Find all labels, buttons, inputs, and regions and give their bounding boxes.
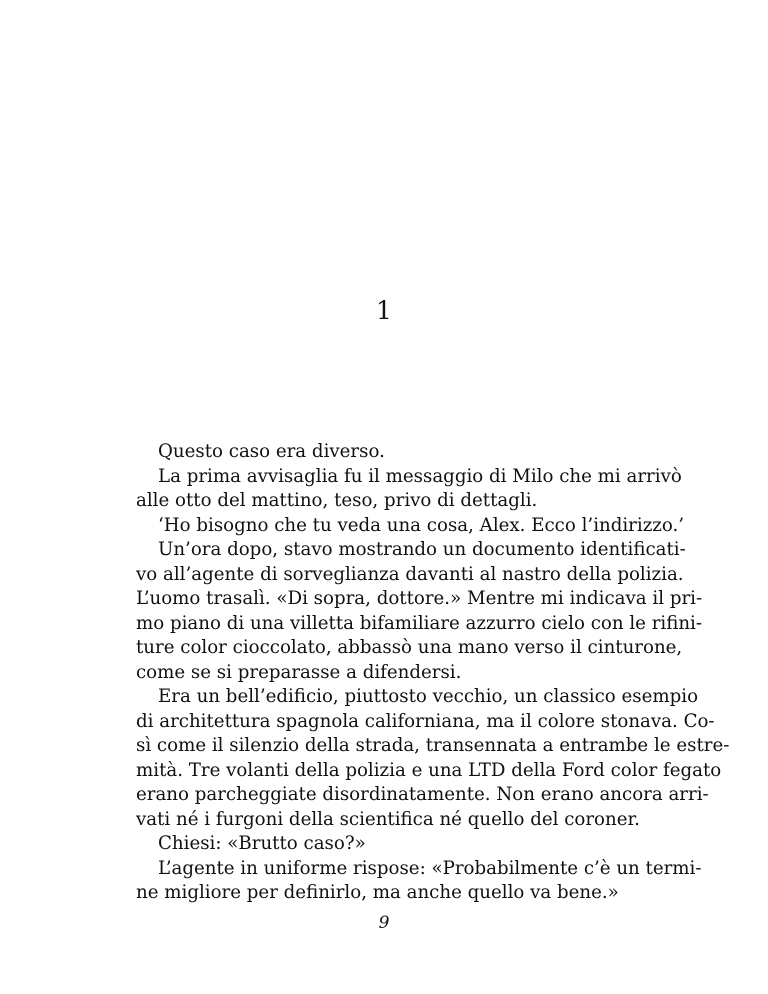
text-line: Questo caso era diverso. <box>158 441 385 462</box>
text-line: L’agente in uniforme rispose: «Probabilmente c’è un termi- <box>158 857 702 879</box>
chapter-number: 1 <box>376 296 392 325</box>
text-line: L’uomo trasalì. «Di sopra, dottore.» Mentre mi indicava il pri- <box>136 588 703 609</box>
text-line: vati né i furgoni della scientifica né quello del coroner. <box>136 808 640 830</box>
text-line: ne migliore per definirlo, ma anche quello va bene.» <box>136 882 619 903</box>
text-line: di architettura spagnola californiana, ma il colore stonava. Co- <box>136 710 715 732</box>
text-line: alle otto del mattino, teso, privo di dettagli. <box>136 490 538 511</box>
text-line: vo all’agente di sorveglianza davanti al nastro della polizia. <box>136 563 684 585</box>
text-line: erano parcheggiate disordinatamente. Non erano ancora arri- <box>136 784 709 805</box>
text-line: Era un bell’edificio, piuttosto vecchio, un classico esempio <box>158 686 699 707</box>
text-line: ture color cioccolato, abbassò una mano verso il cinturone, <box>136 637 683 658</box>
text-line: mo piano di una villetta bifamiliare azzurro cielo con le rifini- <box>136 612 703 634</box>
text-line: come se si preparasse a difendersi. <box>136 661 462 683</box>
text-line: Un’ora dopo, stavo mostrando un documento identificati- <box>158 539 686 560</box>
text-line: La prima avvisaglia fu il messaggio di Milo che mi arrivò <box>158 465 682 487</box>
body-text <box>136 440 730 906</box>
text-line: mità. Tre volanti della polizia e una LTD della Ford color fegato <box>136 759 722 781</box>
text-line: sì come il silenzio della strada, transennata a entrambe le estre- <box>136 735 730 756</box>
text-line: ‘Ho bisogno che tu veda una cosa, Alex. Ecco l’indirizzo.’ <box>158 514 685 536</box>
page-number: 9 <box>378 913 390 933</box>
text-line: Chiesi: «Brutto caso?» <box>158 833 366 854</box>
